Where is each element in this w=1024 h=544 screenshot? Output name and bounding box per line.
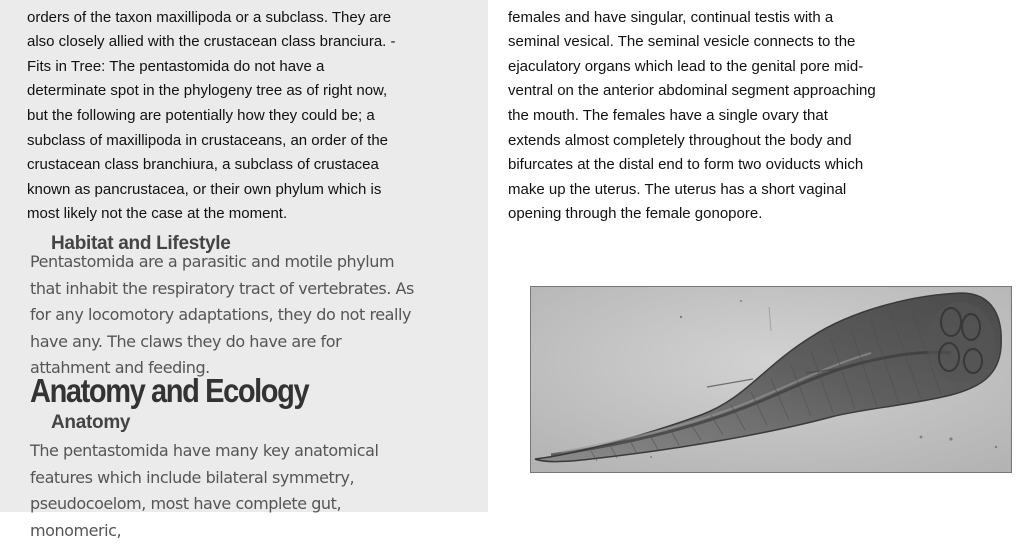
classification-paragraph: orders of the taxon maxillipoda or a subclass. They are also closely allied with the crustacean class branciura. -Fits in Tree: The pentastomida do not have a determinate spot in the phylogeny tree as of right now, but the following are potentially how they could be; a subclass of maxillipoda in crustaceans, an order of the crustacean class branchiura, a subclass of crustacea known as pancrustacea, or their own phylum which is most likely not the case at the moment. <box>27 8 396 223</box>
pentastomid-micrograph-image <box>531 287 1011 472</box>
left-column <box>0 0 488 540</box>
pentastomid-micrograph <box>530 286 1012 473</box>
anatomy-paragraph: The pentastomida have many key anatomical features which include bilateral symmetry, pseudocoelom, most have complete gut, monomeric, <box>30 441 379 540</box>
anatomy-heading: Anatomy <box>51 412 131 433</box>
anatomy-ecology-heading: Anatomy and Ecology <box>30 372 309 409</box>
habitat-heading: Habitat and Lifestyle <box>51 233 231 254</box>
habitat-paragraph: Pentastomida are a parasitic and motile phylum that inhabit the respiratory tract of vertebrates. As for any locomotory adaptations, they do not really have any. The claws they do have are for attahment and feeding. <box>30 252 414 377</box>
reproduction-paragraph: females and have singular, continual testis with a seminal vesical. The seminal vesicle connects to the ejaculatory organs which lead to the genital pore mid-ventral on the anterior abdominal segment approaching the mouth. The females have a single ovary that extends almost completely throughout the body and bifurcates at the distal end to form two oviducts which make up the uterus. The uterus has a short vaginal opening through the female gonopore. <box>508 8 876 223</box>
right-column <box>488 0 1024 512</box>
